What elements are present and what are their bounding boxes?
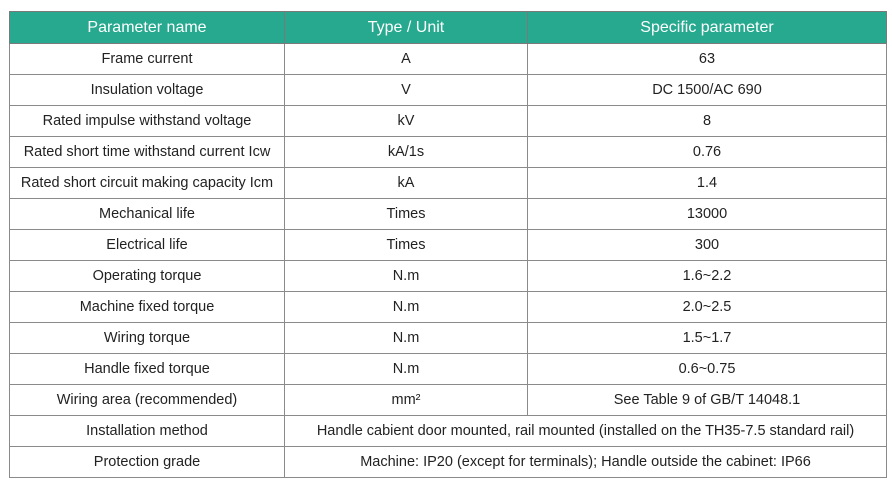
parameter-name-cell: Electrical life [10,230,285,261]
unit-cell: kV [285,106,528,137]
value-cell: 13000 [528,199,887,230]
unit-cell: mm² [285,385,528,416]
table-row [10,323,887,354]
table-row [10,106,887,137]
table-row [10,354,887,385]
header-row [10,12,887,44]
parameter-name-cell: Operating torque [10,261,285,292]
value-cell: 63 [528,44,887,75]
value-cell: 1.5~1.7 [528,323,887,354]
parameter-name-cell: Wiring area (recommended) [10,385,285,416]
unit-cell: V [285,75,528,106]
unit-cell: N.m [285,323,528,354]
parameter-name-cell: Frame current [10,44,285,75]
unit-cell: N.m [285,354,528,385]
parameter-name-cell: Rated impulse withstand voltage [10,106,285,137]
value-cell: 1.6~2.2 [528,261,887,292]
table-body [10,44,887,478]
unit-cell: Times [285,199,528,230]
unit-cell: N.m [285,292,528,323]
unit-cell: N.m [285,261,528,292]
table-row-merged [10,416,887,447]
table-row [10,137,887,168]
parameter-name-cell: Machine fixed torque [10,292,285,323]
parameter-name-cell: Rated short time withstand current Icw [10,137,285,168]
value-cell: DC 1500/AC 690 [528,75,887,106]
header-specific-parameter: Specific parameter [528,12,887,44]
value-cell: 0.76 [528,137,887,168]
table-row-merged [10,447,887,478]
table-row [10,292,887,323]
merged-value-cell: Machine: IP20 (except for terminals); Handle outside the cabinet: IP66 [285,447,887,478]
unit-cell: Times [285,230,528,261]
value-cell: 2.0~2.5 [528,292,887,323]
parameter-name-cell: Mechanical life [10,199,285,230]
unit-cell: A [285,44,528,75]
parameter-table [9,11,887,478]
value-cell: 0.6~0.75 [528,354,887,385]
table-row [10,261,887,292]
table-row [10,385,887,416]
parameter-name-cell: Protection grade [10,447,285,478]
parameter-name-cell: Installation method [10,416,285,447]
table-row [10,75,887,106]
parameter-name-cell: Wiring torque [10,323,285,354]
value-cell: 300 [528,230,887,261]
parameter-table-container [9,11,886,478]
table-row [10,230,887,261]
parameter-name-cell: Handle fixed torque [10,354,285,385]
merged-value-cell: Handle cabient door mounted, rail mounted (installed on the TH35-7.5 standard rail) [285,416,887,447]
unit-cell: kA/1s [285,137,528,168]
table-row [10,199,887,230]
value-cell: 1.4 [528,168,887,199]
header-type-unit: Type / Unit [285,12,528,44]
header-parameter-name: Parameter name [10,12,285,44]
parameter-name-cell: Insulation voltage [10,75,285,106]
table-header [10,12,887,44]
value-cell: See Table 9 of GB/T 14048.1 [528,385,887,416]
unit-cell: kA [285,168,528,199]
parameter-name-cell: Rated short circuit making capacity Icm [10,168,285,199]
table-row [10,44,887,75]
table-row [10,168,887,199]
value-cell: 8 [528,106,887,137]
